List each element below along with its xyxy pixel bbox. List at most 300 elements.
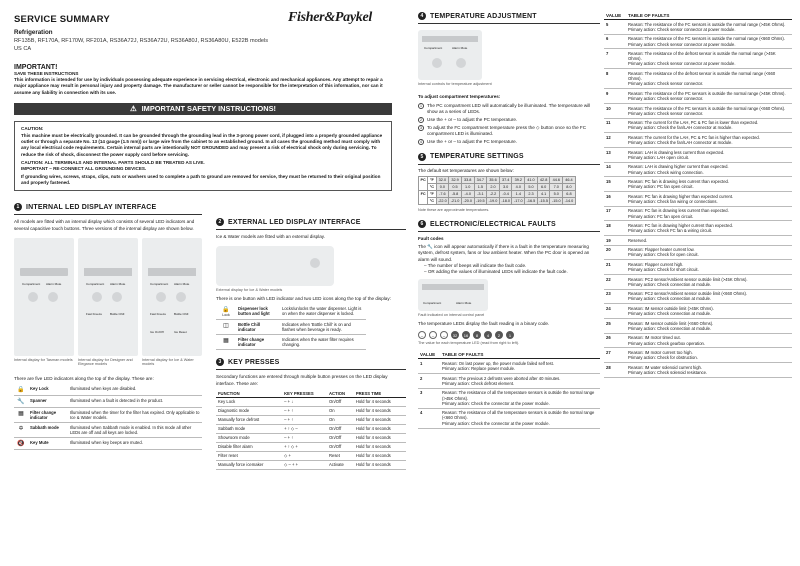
plus-button[interactable] (456, 58, 466, 68)
fast-freeze-label: Fast Freeze (86, 311, 103, 316)
key-row (216, 397, 406, 406)
key-row (216, 460, 406, 469)
temp-cell: 33.8 (461, 177, 474, 184)
temp-cell: 4.0 (512, 184, 525, 191)
fault-row (604, 192, 792, 207)
external-description: Locks/unlocks the water dispenser. Light is on when the water dispenser is locked. (280, 304, 366, 320)
column-3 (418, 0, 600, 566)
fault-detail (626, 49, 792, 69)
led-strip (20, 268, 68, 276)
unit-cell: °F (428, 191, 436, 198)
key-table-header: KEY PRESSES (282, 390, 327, 398)
fault-row (604, 260, 792, 275)
key-press-table (216, 390, 406, 470)
fault-row (604, 221, 792, 236)
step-text: To adjust the FC compartment temperature press the ◇ button once so the FC compartment LED is illuminated. (427, 124, 587, 136)
fault-reason: Reason: The resistance of the defrost sensor is outside the normal range (<660 Ohms). (628, 70, 776, 82)
fault-reason: Reason: The current for the LAH, PC & FC fan is lower than expected. (628, 120, 759, 126)
section-title: KEY PRESSES (228, 358, 280, 366)
fault-detail (626, 319, 792, 334)
display-captions (14, 356, 202, 366)
caution-text-1: This machine must be electrically grounded. It can be grounded through the grounding lead in the 3-prong power cord, if plugged into a properly grounded appliance outlet or through a separate No. 13 (14 gauge (1.5 mm)) or large wire from the cabinet to an established ground. In all cases the grounding method must comply with any local electrical code requirements. Certain internal parts are intentionally NOT GROUNDED and may present a risk of electrical shock only during servicing. To reduce the risk of shock, disconnect the power supply cord before servicing. (21, 132, 383, 157)
temp-cell: 44.6 (550, 177, 563, 184)
fault-detail (626, 289, 792, 304)
fault-reason: Reason: The current for the LAH, PC & FC fan is higher than expected. (628, 134, 760, 140)
fault-detail (626, 236, 792, 245)
temp-cell: 39.2 (512, 177, 525, 184)
filter-icon: ▦ (223, 338, 229, 345)
press-time-cell: Hold for 4 seconds (354, 442, 406, 451)
section-title: EXTERNAL LED DISPLAY INTERFACE (228, 218, 361, 226)
page-title: SERVICE SUMMARY (14, 14, 110, 25)
fault-reason: Reason: The resistance of the FC sensors is outside the normal range (<660 Ohms). (628, 36, 785, 42)
fault-value: 9 (604, 89, 626, 104)
fault-action: Primary action: Check for open circuit. (628, 252, 699, 258)
adjust-step (418, 117, 600, 123)
fault-detail (440, 359, 600, 374)
fault-action: Primary action: Replace power module. (442, 366, 516, 372)
fault-reason: Reason: Flapper heater current low. (628, 247, 695, 253)
warning-icon: ⚠ (129, 104, 137, 114)
fault-detail (626, 274, 792, 289)
fault-detail (626, 34, 792, 49)
action-cell: Reset (327, 451, 354, 460)
temp-cell: 1.5 (474, 184, 487, 191)
alarm-label: Alarm Mute (456, 301, 472, 306)
lock-button[interactable] (310, 258, 320, 268)
fault-detail (440, 408, 600, 428)
led-row (14, 384, 202, 396)
function-cell: Sabbath mode (216, 424, 282, 433)
fault-value: 1 (418, 359, 440, 374)
binary-led: – (440, 331, 448, 339)
fault-row (604, 274, 792, 289)
sabbath-icon: ✡ (18, 426, 24, 432)
led-name: Sabbath mode (28, 423, 68, 438)
caption-ice-water: Internal display for Ice & Water models (142, 357, 194, 366)
adjust-lead: To adjust compartment temperatures: (418, 94, 501, 99)
fault-reason: Reason: FC fan is drawing higher current than expected. (628, 223, 733, 229)
key-row (216, 415, 406, 424)
section-number: 5 (418, 153, 426, 161)
key-presses-cell: – + ↑ (282, 415, 327, 424)
fault-reason: Reason: The previous 2 defrosts were aborted after 40 minutes. (442, 375, 561, 381)
value-header: VALUE (604, 12, 626, 20)
fast-freeze-label: Fast Freeze (150, 311, 167, 316)
tasman-display-image (14, 238, 74, 356)
fault-value: 14 (604, 162, 626, 177)
step-text: Use the + or – to adjust the FC temperature. (427, 138, 518, 144)
caption-designer: Internal display for Designer and Elegance models (78, 357, 133, 366)
temp-cell: 0.5 (449, 184, 462, 191)
temp-cell: 0.0 (436, 184, 449, 191)
fault-row (604, 103, 792, 118)
led-icon-cell (14, 408, 28, 423)
external-icon-cell (216, 304, 236, 320)
fault-panel-caption: Fault indicated on internal control panel (418, 313, 485, 318)
led-icon-cell (14, 423, 28, 438)
table-of-faults-header: TABLE OF FAULTS (440, 351, 600, 359)
step-number-icon: 3 (418, 125, 424, 131)
fault-reason: Reason: LAH is drawing higher current than expected. (628, 164, 729, 170)
function-cell: Manually force defrost (216, 415, 282, 424)
minus-button[interactable] (432, 58, 442, 68)
table-of-faults-header: TABLE OF FAULTS (626, 12, 792, 20)
led-icon-cell (14, 384, 28, 396)
fault-action: Primary action: Check solenoid resistance. (628, 369, 708, 375)
fault-action: Primary action: Check the connector at the power module. (442, 420, 550, 426)
fault-value: 8 (604, 69, 626, 89)
fault-detail (626, 304, 792, 319)
led-strip (422, 284, 484, 290)
press-time-cell: Hold for 4 seconds (354, 397, 406, 406)
region: US CA (14, 46, 32, 52)
spanner-icon: 🔧 (17, 399, 25, 405)
fault-action: Primary action: Check the connector at the power module. (442, 400, 550, 406)
fault-reason: Reason: The resistance of the PC sensors is outside the normal range (<660 Ohms). (628, 105, 786, 111)
binary-lead: The temperature LEDs display the fault reading in a binary code. (418, 321, 550, 327)
fault-table-b (604, 12, 792, 378)
temp-row (419, 177, 576, 184)
temp-cell: -21.0 (450, 199, 460, 203)
fault-reason: Reason: The resistance of all the temperature sensors is outside the normal range (>45K Ohms). (442, 390, 595, 401)
fault-value: 24 (604, 304, 626, 319)
fault-reason: Reason: LAH is drawing less current than expected. (628, 149, 725, 155)
binary-led: 16 (463, 332, 469, 338)
section-title: INTERNAL LED DISPLAY INTERFACE (26, 203, 157, 211)
temp-cell: 6.0 (537, 184, 550, 191)
fault-value: 16 (604, 192, 626, 207)
unit-cell: °F (428, 177, 436, 184)
section-number: 4 (418, 12, 426, 20)
fault-action: Primary action: Check connection at module. (628, 281, 712, 287)
fault-detail (626, 133, 792, 148)
temp-cell: -15.0 (551, 199, 561, 203)
fault-value: 11 (604, 118, 626, 133)
fault-action: Primary action: Check connection at module. (628, 296, 712, 302)
fault-panel-image (418, 279, 488, 311)
binary-led: 8 (473, 331, 481, 339)
function-cell: Key Lock (216, 397, 282, 406)
fault-bullet-1: – The number of beeps will indicate the fault code. (424, 262, 527, 268)
fault-detail (626, 260, 792, 275)
temp-settings-table (418, 176, 576, 205)
fault-value: 22 (604, 274, 626, 289)
section-1-heading (14, 203, 202, 215)
adjust-step (418, 139, 600, 145)
adjust-step (418, 125, 600, 137)
external-led-table (216, 304, 366, 350)
action-cell: On/Off (327, 442, 354, 451)
unit-cell: °C (429, 199, 435, 203)
section-number: 3 (216, 358, 224, 366)
fault-row (604, 89, 792, 104)
fault-reason: Reason: PC fan is drawing less current than expected. (628, 178, 730, 184)
fault-row (604, 245, 792, 260)
fault-value: 18 (604, 221, 626, 236)
temp-cell: -15.5 (539, 199, 548, 203)
led-strip (148, 268, 196, 276)
fault-detail (626, 89, 792, 104)
section-title: ELECTRONIC/ELECTRICAL FAULTS (430, 220, 556, 228)
temp-row (419, 198, 576, 205)
fault-reason: Reason: The resistance of the PC sensors is outside the normal range (>45K Ohms). (628, 90, 786, 96)
temp-cell: 7.0 (550, 184, 563, 191)
model-list: RF135B, RF170A, RF170W, RF201A, RS36A72J, RS36A72U, RS36A80J, RS36A80U, E522B models (14, 38, 269, 44)
fault-value: 23 (604, 289, 626, 304)
external-name: Bottle Chill indicator (236, 320, 280, 335)
step-text: The PC compartment LED will automatically be illuminated. The temperature will show as a series of LEDs. (427, 103, 591, 115)
fault-reason: Reason: IM sensor outside limit (>45K Ohms). (628, 305, 714, 311)
key-row (216, 451, 406, 460)
fault-row (604, 319, 792, 334)
fault-reason: Reason: The resistance of the defrost sensor is outside the normal range (>45K Ohms). (628, 50, 776, 62)
fault-row (604, 34, 792, 49)
fault-detail (626, 333, 792, 348)
fault-value: 6 (604, 34, 626, 49)
key-table-header: PRESS TIME (354, 390, 406, 398)
fault-action: Primary action: Check the fan/LAH connector at module. (628, 125, 733, 131)
key-presses-cell: + ↑ ◇ – (282, 424, 327, 433)
filter-icon: ▦ (18, 411, 24, 417)
pc-label: PC (419, 177, 428, 191)
fault-row (604, 69, 792, 89)
key-mute-icon: 🔇 (17, 441, 25, 447)
binary-led: 32 (452, 332, 458, 338)
plus-button[interactable] (176, 292, 186, 302)
key-presses-cell: – + ↑ (282, 433, 327, 442)
page-subtitle: Refrigeration (14, 29, 53, 36)
key-row (216, 442, 406, 451)
caption-tasman: Internal display for Tasman models (14, 357, 73, 362)
minus-button[interactable] (156, 292, 166, 302)
fault-action: Primary action: Check FC fan & wiring circuit. (628, 228, 713, 234)
fault-row (604, 177, 792, 192)
fault-action: Primary action: Check sensor connector at power module. (628, 26, 736, 32)
temp-cell: 46.4 (563, 177, 576, 184)
temp-cell: 1.4 (512, 191, 525, 198)
temp-cell: -7.6 (436, 191, 449, 198)
ice-reset-label: Ice Reset (174, 329, 187, 334)
fault-detail (440, 374, 600, 389)
fault-action: Primary action: Check sensor connector. (628, 110, 704, 116)
action-cell: On (327, 406, 354, 415)
fault-reason: Reason: PC fan is drawing higher than expected current. (628, 193, 734, 199)
fault-value: 4 (418, 408, 440, 428)
temp-cell: 5.0 (550, 191, 563, 198)
caution-text-2: CAUTION: ALL TERMINALS AND INTERNAL PARTS SHOULD BE TREATED AS LIVE. (21, 159, 205, 165)
temp-cell: 3.0 (499, 184, 512, 191)
fault-reason: Reason: The resistance of all the temperature sensors is outside the normal range (<660 Ohms). (442, 410, 595, 421)
fault-reason: Reason: FC fan is drawing less current than expected. (628, 208, 729, 214)
fault-value: 13 (604, 148, 626, 163)
function-cell: Showroom mode (216, 433, 282, 442)
key-presses-cell: – + ↓ (282, 397, 327, 406)
section-3-intro: Secondary functions are entered through multiple button presses on the LED display interface. These are: (216, 374, 388, 386)
important-title: IMPORTANT! (14, 64, 58, 71)
plus-button[interactable] (112, 292, 122, 302)
fault-value: 15 (604, 177, 626, 192)
temp-cell: 32.9 (449, 177, 462, 184)
section-6-heading (418, 220, 600, 232)
external-display-image (216, 246, 334, 286)
led-icon-cell (14, 396, 28, 408)
section-title: TEMPERATURE SETTINGS (430, 153, 524, 161)
key-presses-cell: ◇ – + + (282, 460, 327, 469)
fault-action: Primary action: LAH open circuit. (628, 154, 689, 160)
caution-text-4: If grounding wires, screws, straps, clips, nuts or washers used to complete a path to ground are removed for service, they must be returned to their original position and properly fastened. (21, 174, 381, 186)
minus-button[interactable] (92, 292, 102, 302)
key-row (216, 433, 406, 442)
unit-cell: °C (429, 185, 435, 189)
step-number-icon: 1 (418, 103, 424, 109)
fault-action: Primary action: PC fan open circuit. (628, 184, 694, 190)
lock-icon: 🔒 (222, 307, 230, 314)
function-cell: Disable filter alarm (216, 442, 282, 451)
fault-row (418, 388, 600, 408)
temp-settings-lead: The default set temperatures are shown below: (418, 167, 514, 173)
led-name: Key Lock (28, 384, 68, 396)
fault-p1: The 🔧 icon will appear automatically if there is a fault in the temperature measuring system, defrost system, fans or low ambient heater. When the PC door is opened an alarm will sound. (418, 244, 590, 262)
compartment-label: Compartment (423, 301, 442, 306)
press-time-cell: Hold for 4 seconds (354, 460, 406, 469)
fault-reason: Reason: IM water solenoid current high. (628, 364, 703, 370)
action-cell: On/Off (327, 397, 354, 406)
section-4-heading (418, 12, 600, 24)
fault-reason: Reason: IM motor current too high. (628, 349, 693, 355)
section-number: 1 (14, 203, 22, 211)
fault-value: 10 (604, 103, 626, 118)
action-cell: On/Off (327, 424, 354, 433)
brand-logo: Fisher&Paykel (288, 10, 372, 25)
led-intro: There are five LED indicators along the top of the display. These are: (14, 375, 154, 381)
fault-detail (626, 20, 792, 35)
temp-cell: -14.0 (564, 199, 574, 203)
external-description: Indicates when 'Bottle Chill' is on and flashes when beverage is ready. (280, 320, 366, 335)
fault-row (604, 236, 792, 245)
function-cell: Manually force icemaker (216, 460, 282, 469)
led-name: Filter change indicator (28, 408, 68, 423)
binary-led: – (418, 331, 426, 339)
external-row (216, 320, 366, 335)
compartment-label: Compartment (22, 281, 41, 286)
designer-display-image (78, 238, 138, 356)
temp-cell: -0.4 (499, 191, 512, 198)
section-5-heading (418, 153, 600, 165)
fault-value: 2 (418, 374, 440, 389)
alarm-label: Alarm Mute (452, 46, 468, 50)
temp-control-image (418, 30, 482, 80)
bottle-icon: ◫ (223, 323, 229, 330)
key-table-header: ACTION (327, 390, 354, 398)
action-cell: Activate (327, 460, 354, 469)
binary-leds (418, 331, 600, 339)
ice-water-display-image (142, 238, 202, 356)
fault-value: 21 (604, 260, 626, 275)
temp-cell: 42.8 (537, 177, 550, 184)
step-number-icon: 2 (418, 117, 424, 123)
key-presses-cell: – + ↑ (282, 406, 327, 415)
fault-value: 19 (604, 236, 626, 245)
led-icon-cell (14, 438, 28, 450)
action-cell: On (327, 415, 354, 424)
fault-value: 26 (604, 333, 626, 348)
section-2-intro: Ice & Water models are fitted with an external display. (216, 234, 326, 239)
fault-detail (626, 118, 792, 133)
fault-action: Primary action: Check the fan/LAH connector at module. (628, 140, 733, 146)
fault-action: Primary action: Check fan wiring or connections. (628, 198, 718, 204)
function-cell: Filter reset (216, 451, 282, 460)
fault-reason: Reason: PC2 sensor/Ambient sensor outside limit (>45K Ohms). (628, 276, 748, 282)
fault-action: Primary action: Check for obstruction. (628, 355, 698, 361)
step-text: Use the + or – to adjust the PC temperature. (427, 117, 518, 123)
binary-led: 2 (495, 331, 503, 339)
temp-row (419, 191, 576, 198)
section-3-heading (216, 358, 406, 370)
temp-cell: 6.8 (563, 191, 576, 198)
ice-on-off-label: Ice On/Off (150, 329, 164, 334)
key-table-header: FUNCTION (216, 390, 282, 398)
fault-detail (626, 162, 792, 177)
minus-button[interactable] (28, 292, 38, 302)
external-row (216, 335, 366, 350)
fault-action: Primary action: FC fan open circuit. (628, 213, 694, 219)
fault-detail (626, 206, 792, 221)
led-description: Illuminated when keys are disabled. (68, 384, 202, 396)
binary-caption: The value for each temperature LED (read from right to left). (418, 341, 520, 346)
temp-cell: -20.0 (463, 199, 473, 203)
fault-action: Primary action: Check defrost element. (442, 380, 515, 386)
plus-button[interactable] (48, 292, 58, 302)
temp-note: Note these are approximate temperatures. (418, 208, 490, 212)
temp-cell: 2.0 (487, 184, 500, 191)
adjust-step (418, 103, 600, 115)
fault-action: Primary action: Check sensor connector at power module. (628, 41, 736, 47)
fault-action: Primary action: Check for short circuit. (628, 267, 699, 273)
led-description: Illuminated when the timer for the filter has expired. Only applicable to Ice & Water models. (68, 408, 202, 423)
fault-reason: Reason: IM motor timed out. (628, 335, 681, 341)
fault-detail (626, 103, 792, 118)
temp-cell: -22.0 (438, 199, 447, 203)
temp-cell: -5.8 (449, 191, 462, 198)
fault-reason: Reason: The resistance of the FC sensors is outside the normal range (>45K Ohms). (628, 21, 786, 27)
temp-row (419, 184, 576, 191)
key-presses-cell: ◇ + (282, 451, 327, 460)
fault-detail (626, 192, 792, 207)
fault-value: 17 (604, 206, 626, 221)
binary-led: – (429, 331, 437, 339)
fault-reason: Reason: Flapper current high. (628, 261, 684, 267)
fault-row (418, 374, 600, 389)
display-images (14, 238, 202, 356)
fault-action: Primary action: Check connection at module. (628, 325, 712, 331)
lock-icon: 🔒 (17, 387, 25, 393)
fault-action: Primary action: Check sensor connector. (628, 96, 704, 102)
external-display-caption: External display for Ice & Water models (216, 288, 283, 293)
led-row (14, 396, 202, 408)
fault-row (604, 118, 792, 133)
temp-cell: -18.0 (501, 199, 510, 203)
led-strip (84, 268, 132, 276)
fault-row (604, 49, 792, 69)
temp-cell: 41.0 (525, 177, 538, 184)
fault-row (604, 304, 792, 319)
fault-row (604, 333, 792, 348)
section-title: TEMPERATURE ADJUSTMENT (430, 12, 537, 20)
fault-value: 3 (418, 388, 440, 408)
temp-cell: 35.6 (487, 177, 500, 184)
led-row (14, 438, 202, 450)
